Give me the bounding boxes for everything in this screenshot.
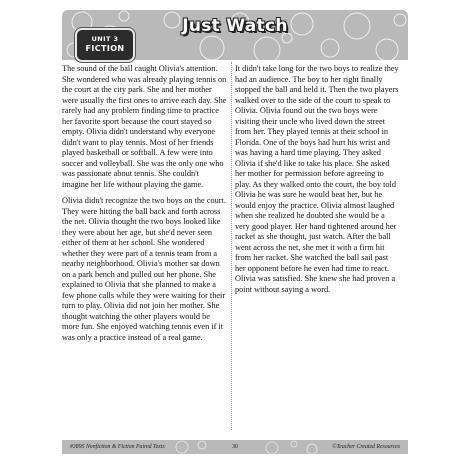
footer-publisher: ©Teacher Created Resources <box>332 444 400 450</box>
column-divider <box>231 62 232 430</box>
page-number: 30 <box>232 444 238 450</box>
right-column <box>235 64 400 301</box>
page-footer <box>62 440 408 454</box>
unit-badge <box>75 28 135 62</box>
story-body <box>62 60 408 432</box>
paragraph: The sound of the ball caught Olivia's attention. She wondered who was already playing tennis on the court at the city park. She and her mother were usually the first ones to arrive each day. She rarely had any problem finding time to practice her favorite sport because the court stayed so empty. Olivia didn't understand why everyone didn't want to play tennis. Most of her friends played basketball or softball. A few were into soccer and volleyball. She was the only one who was passionate about tennis. She couldn't imagine her life without playing the game. <box>62 64 227 189</box>
paragraph: Olivia didn't recognize the two boys on the court. They were hitting the ball back and forth across the net. Olivia thought the two boys looked like they were about her age, but she'd never seen either of them at her school. She wondered whether they were part of a tennis team from a nearby neighborhood. Olivia's mother sat down on a park bench and pulled out her phone. She explained to Olivia that she planned to make a few phone calls while they were waiting for their turn to play. Olivia did not join her mother. She thought watching the other players would be more fun. She enjoyed watching tennis even if it was only a practice instead of a real game. <box>62 196 226 342</box>
footer-book-title: #3895 Nonfiction & Fiction Paired Texts <box>70 444 165 450</box>
page-title: Just Watch <box>182 16 288 36</box>
badge-genre: FICTION <box>85 44 125 53</box>
left-column <box>62 64 227 349</box>
badge-unit: UNIT 3 <box>91 35 119 43</box>
paragraph: It didn't take long for the two boys to realize they had an audience. The boy to her right finally stopped the ball and held it. Then the two players walked over to the side of the court to speak to Olivia. Olivia found out the two boys were visiting their uncle who lived down the street from her. They played tennis at their school in Florida. One of the boys had hurt his wrist and was having a hard time playing. They asked Olivia if she'd like to take his place. She asked her mother for permission before agreeing to play. As they walked onto the court, the boy told Olivia he was sure he would beat her, but he would enjoy the practice. Olivia almost laughed when she realized he doubted she would be a very good player. Her hand tightened around her racket as she thought, just watch. After the ball went across the net, she met it with a firm hit from her racket. She watched the ball sail past her opponent before he even had time to react. Olivia was satisfied. She knew she had proven a point without saying a word. <box>235 64 399 294</box>
